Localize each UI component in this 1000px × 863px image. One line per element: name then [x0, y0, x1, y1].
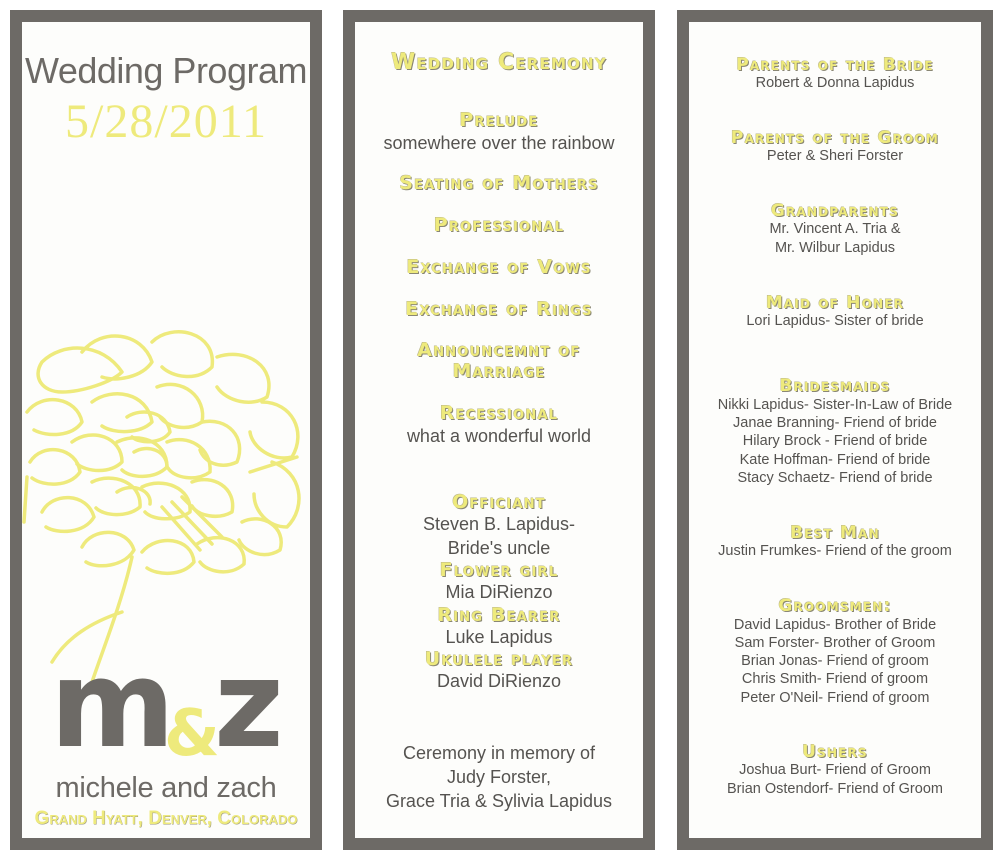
wedding-date: 5/28/2011	[65, 95, 267, 148]
recessional-heading: Recessional	[439, 402, 559, 424]
flower-girl-heading: Flower girl	[439, 559, 559, 581]
ushers-heading: Ushers	[802, 742, 868, 762]
list-item: Hilary Brock - Friend of bride	[742, 433, 928, 449]
monogram-z: z	[214, 636, 284, 775]
ring-bearer-name: Luke Lapidus	[445, 627, 553, 647]
ukulele-heading: Ukulele player	[424, 648, 574, 670]
ceremony-panel	[343, 10, 655, 850]
officiant-name-line1: Steven B. Lapidus-	[422, 514, 576, 534]
vows-heading: Exchange of Vows	[406, 256, 592, 278]
list-item: Kate Hoffman- Friend of bride	[739, 452, 931, 468]
list-item: Brian Jonas- Friend of groom	[741, 653, 929, 669]
chrysanthemum-illustration	[22, 322, 310, 682]
memorial-line2: Judy Forster,	[446, 767, 552, 787]
ceremony-title: Wedding Ceremony	[390, 50, 607, 75]
list-item: Janae Branning- Friend of bride	[733, 415, 937, 431]
prelude-heading: Prelude	[459, 109, 539, 131]
cover-panel-inner	[22, 22, 310, 838]
list-item: Brian Ostendorf- Friend of Groom	[727, 781, 943, 797]
ring-bearer-heading: Ring Bearer	[437, 604, 561, 626]
venue: Grand Hyatt, Denver, Colorado	[34, 808, 298, 829]
recessional-song: what a wonderful world	[406, 426, 592, 446]
list-item: David Lapidus- Brother of Bride	[733, 617, 937, 633]
list-item: Sam Forster- Brother of Groom	[734, 635, 936, 651]
grandparents-line1: Mr. Vincent A. Tria &	[769, 221, 901, 237]
flower-girl-name: Mia DiRienzo	[445, 582, 553, 602]
maid-of-honor: Lori Lapidus- Sister of bride	[746, 313, 924, 329]
groomsmen-heading: Groomsmen:	[778, 596, 892, 616]
program-title: Wedding Program	[25, 50, 307, 91]
groom-parents-heading: Parents of the Groom	[730, 128, 940, 148]
announcement-heading-line2: Marriage	[452, 360, 546, 382]
list-item: Joshua Burt- Friend of Groom	[739, 762, 931, 778]
best-man: Justin Frumkes- Friend of the groom	[718, 543, 952, 559]
officiant-name-line2: Bride's uncle	[447, 538, 551, 558]
ceremony-panel-inner	[355, 22, 643, 838]
list-item: Nikki Lapidus- Sister-In-Law of Bride	[717, 397, 953, 413]
maid-of-honor-heading: Maid of Honer	[765, 293, 905, 313]
list-item: Stacy Schaetz- Friend of bride	[737, 470, 933, 486]
best-man-heading: Best Man	[790, 523, 880, 543]
bride-parents: Robert & Donna Lapidus	[755, 75, 915, 91]
grandparents-heading: Grandparents	[770, 201, 900, 221]
bridesmaids-heading: Bridesmaids	[779, 376, 891, 396]
groom-parents: Peter & Sheri Forster	[766, 148, 904, 164]
monogram-ampersand: &	[164, 697, 220, 771]
seating-heading: Seating of Mothers	[399, 172, 599, 194]
professional-heading: Professional	[433, 214, 565, 236]
list-item: Chris Smith- Friend of groom	[741, 671, 929, 687]
officiant-heading: Officiant	[452, 491, 546, 513]
rings-heading: Exchange of Rings	[405, 298, 593, 320]
ukulele-name: David DiRienzo	[436, 671, 562, 691]
memorial-line3: Grace Tria & Sylivia Lapidus	[385, 791, 613, 811]
bride-parents-heading: Parents of the Bride	[736, 55, 934, 75]
wedding-party-panel-inner	[689, 22, 981, 838]
grandparents-line2: Mr. Wilbur Lapidus	[774, 240, 896, 256]
list-item: Peter O'Neil- Friend of groom	[740, 690, 930, 706]
monogram-m: m	[50, 636, 172, 775]
memorial-line1: Ceremony in memory of	[402, 743, 596, 763]
prelude-song: somewhere over the rainbow	[383, 133, 615, 153]
wedding-party-panel	[677, 10, 993, 850]
couple-names: michele and zach	[55, 772, 277, 804]
announcement-heading-line1: Announcemnt of	[417, 339, 581, 361]
cover-panel	[10, 10, 322, 850]
